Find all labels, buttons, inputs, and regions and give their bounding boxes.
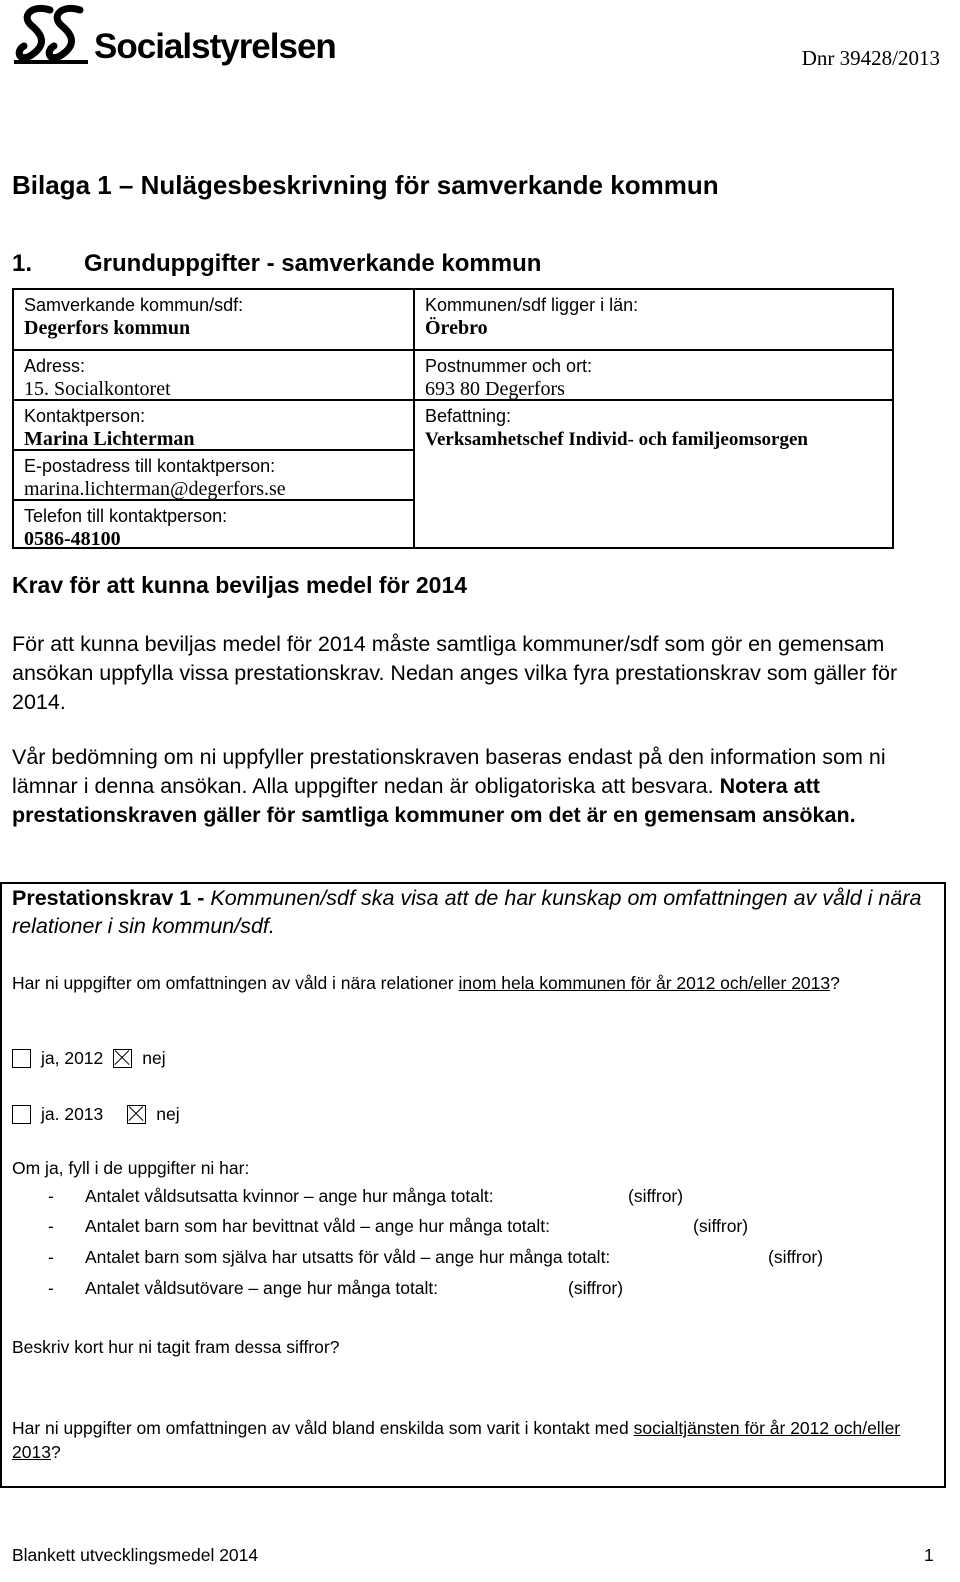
field-value: Marina Lichterman [24, 428, 195, 450]
list-item-unit[interactable]: (siffror) [768, 1247, 824, 1267]
socialstyrelsen-logo [10, 2, 340, 68]
field-value: Verksamhetschef Individ- och familjeomsorgen [425, 429, 808, 450]
checkbox-nej-2012-checked[interactable] [113, 1049, 132, 1068]
fill-intro: Om ja, fyll i de uppgifter ni har: [12, 1158, 250, 1178]
krav-paragraph-1: För att kunna beviljas medel för 2014 måste samtliga kommuner/sdf som gör en gemensam ansökan uppfylla vissa prestationskrav. Nedan anges vilka fyra prestationskrav som gäller för 2014. [12, 632, 898, 714]
checkbox-row-2012 [12, 1046, 166, 1070]
prestationskrav-1-lead: Prestationskrav 1 - [12, 886, 205, 910]
question-1 [12, 971, 932, 995]
field-value: Degerfors kommun [24, 317, 191, 339]
document-number: Dnr 39428/2013 [801, 46, 940, 70]
list-item-text: Antalet barn som har bevittnat våld – ange hur många totalt: [85, 1216, 551, 1236]
krav-heading: Krav för att kunna beviljas medel för 2014 [12, 572, 468, 598]
checkbox-label-ja-2013: ja. 2013 [41, 1103, 104, 1124]
field-befattning [413, 399, 894, 549]
list-item-unit[interactable]: (siffror) [693, 1216, 749, 1236]
describe-question: Beskriv kort hur ni tagit fram dessa siffror? [12, 1337, 340, 1357]
question-1-end: ? [830, 973, 840, 993]
field-telefon [12, 499, 415, 549]
field-samverkande-kommun [12, 288, 415, 351]
field-label: E-postadress till kontaktperson: [24, 456, 276, 476]
question-2-underlined: socialtjänsten för år 2012 och/eller 2013 [12, 1418, 901, 1462]
krav-paragraph-2 [12, 743, 937, 830]
field-label: Telefon till kontaktperson: [24, 506, 228, 526]
krav-paragraph-2-bold: Notera att prestationskraven gäller för samtliga kommuner om det är en gemensam ansökan. [12, 774, 856, 827]
field-value: 693 80 Degerfors [425, 378, 565, 400]
field-label: Samverkande kommun/sdf: [24, 295, 244, 315]
field-value: marina.lichterman@degerfors.se [24, 478, 286, 500]
field-postnummer [413, 349, 894, 401]
field-lan [413, 288, 894, 351]
list-item-text: Antalet våldsutsatta kvinnor – ange hur många totalt: [85, 1186, 494, 1206]
checkbox-label-ja-2012: ja, 2012 [41, 1047, 104, 1068]
field-label: Adress: [24, 356, 86, 376]
prestationskrav-1-description: Kommunen/sdf ska visa att de har kunskap om omfattningen av våld i nära relationer i sin kommun/sdf. [12, 886, 922, 938]
list-item-text: Antalet våldsutövare – ange hur många totalt: [85, 1278, 439, 1298]
question-1-text: Har ni uppgifter om omfattningen av våld i nära relationer [12, 973, 454, 993]
list-item-text: Antalet barn som själva har utsatts för våld – ange hur många totalt: [85, 1247, 611, 1267]
field-label: Kontaktperson: [24, 406, 146, 426]
checkbox-row-2013 [12, 1102, 180, 1126]
footer-page-number: 1 [924, 1545, 934, 1565]
logo-underline [14, 60, 88, 64]
prestationskrav-1-title [12, 884, 932, 940]
list-item-unit[interactable]: (siffror) [568, 1278, 624, 1298]
checkbox-label-nej-2013: nej [156, 1103, 180, 1124]
section-1-heading [12, 250, 541, 278]
question-2-text: Har ni uppgifter om omfattningen av våld bland enskilda som varit i kontakt med [12, 1418, 629, 1438]
footer-form-name: Blankett utvecklingsmedel 2014 [12, 1545, 259, 1565]
field-adress [12, 349, 415, 401]
question-2-end: ? [50, 1442, 61, 1462]
section-title: Grunduppgifter - samverkande kommun [84, 250, 542, 277]
field-value: 0586-48100 [24, 528, 121, 550]
checkbox-ja-2013[interactable] [12, 1105, 31, 1124]
section-number: 1. [12, 250, 33, 277]
checkbox-ja-2012[interactable] [12, 1049, 31, 1068]
question-2 [12, 1416, 932, 1464]
field-label: Befattning: [425, 406, 512, 426]
field-kontaktperson [12, 399, 415, 451]
document-title: Bilaga 1 – Nulägesbeskrivning för samverkande kommun [12, 170, 719, 200]
field-value: Örebro [425, 317, 488, 339]
field-value: 15. Socialkontoret [24, 378, 171, 400]
checkbox-label-nej-2012: nej [142, 1047, 166, 1068]
question-1-underlined: inom hela kommunen för år 2012 och/eller 2013 [458, 973, 831, 993]
logo-text: Socialstyrelsen [94, 27, 336, 66]
logo-emblem [19, 8, 80, 57]
field-epost [12, 449, 415, 501]
list-item-unit[interactable]: (siffror) [628, 1186, 684, 1206]
field-label: Postnummer och ort: [425, 356, 593, 376]
field-label: Kommunen/sdf ligger i län: [425, 295, 639, 315]
krav-paragraph-2-text: Vår bedömning om ni uppfyller prestationskraven baseras endast på den information som ni lämnar i denna ansökan. Alla uppgifter nedan är obligatoriska att besvara. [12, 745, 886, 798]
checkbox-nej-2013-checked[interactable] [127, 1105, 146, 1124]
